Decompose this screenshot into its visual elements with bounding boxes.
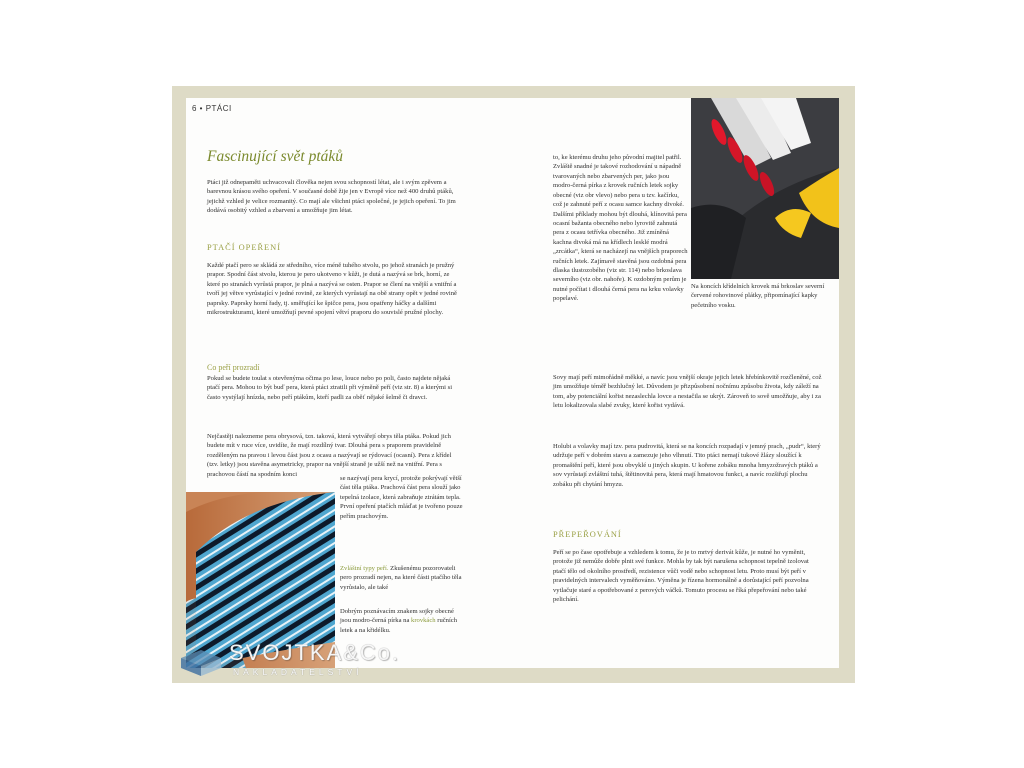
feathers-paragraph-3: se nazývají pera krycí, protože pokrývají větší část těla ptáka. Prachová část pera slouží jako tepelná izolace, která zabraňuje ztrátám tepla. První opeření ptačích mláďat je tvořeno pouze peřím prachovým. (340, 475, 463, 520)
moult-paragraph: Peří se po čase opotřebuje a vzhledem k tomu, že je to mrtvý derivát kůže, je nutné ho vyměnit, protože již nemůže dobře plnit své funkce. Mohla by tak být narušena schopnost tepelně izolovat ptačí tělo od okolního prostředí, rezistence vůči vodě nebo schopnost letu. Proto musí být peří v pravidelných intervalech vyměňováno. Výměna je řízena hormonálně a dorůstající peří pozvolna vytlačuje staré a opotřebované z perových váčků. Tomuto procesu se říká přepeřování nebo také pelichání. (553, 549, 809, 604)
feathers-paragraph-2: Nejčastěji nalezneme pera obrysová, tzn. taková, která vytvářejí obrys těla ptáka. Pokud jich budete mít v ruce více, uvidíte, že mají rozdílný tvar. Dlouhá pera s praporem pravidelně rozděleným na pravou i levou část jsou z ocasu a nazývají se rýdovací (ocasní). Pera z křídel (tzv. letky) jsou stavěna asymetricky, prapor na vnější straně je užší než na vnitřní. Pera s prachovou částí na spodním konci (207, 433, 452, 478)
watermark-brand: SVOJTKA&Co. (229, 640, 401, 665)
watermark-subtitle: NAKLADATELSTVÍ (233, 667, 363, 677)
book-icon (177, 644, 225, 680)
plumage-paragraph: Každé ptačí pero se skládá ze středního, více méně tuhého stvolu, po jehož stranách je pružný prapor. Spodní část stvolu, kterou je pero ukotveno v kůži, je dutá a nazývá se brk, horní, ze které po stranách vyrůstá prapor, je plná a nazývá se osten. Prapor se člení na vnější a vnitřní a tvoří jej větve vyrůstající v jedné rovině, ze kterých vyrůstají na obě strany opět v jedné rovině paprsky. Paprsky horní řady, tj. směřující ke špičce pera, jsou opatřeny háčky a dalšími mikrostrukturami, které umožňují pevné spojení větví praporu do souvislé pružné plochy. (207, 262, 457, 317)
running-head: 6 • PTÁCI (192, 104, 232, 113)
middle-column-paragraph: to, ke kterému druhu jeho původní majitel patřil. Zvláště snadné je takové rozhodování u nápadně tvarovaných nebo zbarvených per, jako jsou modro-černá pírka z krovek ručních letek sojky obecné (viz obr vlevo) nebo pera u tzv. kačírku, což je zahnuté peří z ocasu samce kachny divoké. Dalšími příklady mohou být dlouhá, klínovitá pera ocasní bažanta obecného nebo lyrovitě zahnutá pera z ocasu tetřívka obecného. Již zmíněná kachna divoká má na křídlech lesklé modrá „zrcátka“, která se nacházejí na vnějších praporech ručních letek. Zajímavě stavěná jsou ozdobná pera dlaska tlustozobého (viz str. 114) nebo brkoslava severního (viz obr. nahoře). K ozdobným perům je nutné počítat i dlouhá černá pera na krku volavky popelavé. (553, 154, 688, 303)
publisher-watermark (177, 640, 401, 682)
feathers-paragraph-1: Pokud se budete toulat s otevřenýma očima po lese, louce nebo po poli, často najdete nějaká ptačí pera. Mohou to být buď pera, která ptáci ztratili při výměně peří (viz str. 8) a kterými si často vystýlají hnízda, nebo peří ptákům, kteří padli za oběť nějaké šelmě či dravci. (207, 375, 453, 401)
book-page (186, 98, 839, 668)
subsection-heading: Co peří prozradí (207, 363, 260, 372)
intro-paragraph: Ptáci již odnepaměti uchvacovali člověka nejen svou schopností létat, ale i svým zpěvem a barevnou krásou svého opeření. V současné době žije jen v Evropě více než 400 druhů ptáků, jejichž vzhled je velice rozmanitý. Co mají ale všichni ptáci společné, je jejich opeření. To jim dodává osobitý vzhled a zbarvení a umožňuje jim létat. (207, 179, 456, 215)
jay-highlight: krovkách (411, 617, 436, 625)
pigeons-paragraph: Holubi a volavky mají tzv. pera pudrovitá, která se na koncích rozpadají v jemný prach, „pudr“, který udržuje peří v dobrém stavu a zamezuje jeho vlhnutí. Tito ptáci nemají tukové žlázy sloužící k promaštění peří, které jsou obvyklé u jiných skupin. U kořene zobáku mnoha hmyzožravých ptáků a sov vyrůstají zvláštní tuhá, štětinovitá pera, která mají hmatovou funkci, a navíc rozšiřují plochu zobáku při chytání hmyzu. (553, 443, 821, 488)
waxwing-feathers-photo (691, 98, 839, 279)
section-heading-moult: PŘEPEŘOVÁNÍ (553, 530, 622, 539)
jay-paragraph: Dobrým poznávacím znakem sojky obecné jsou modro-černá pírka na krovkách ručních letek a na křidélku. (340, 608, 458, 634)
owls-paragraph: Sovy mají peří mimořádně měkké, a navíc jsou vnější okraje jejich letek hřebínkovitě rozčleněné, což jim umožňuje téměř bezhlučný let. Důvodem je přizpůsobení nočnímu způsobu života, kdy záleží na tom, aby potenciální kořist nezaslechla lovce a nestačila se ukrýt. Zároveň to sově umožňuje, aby i za letu lokalizovala slabé zvuky, které kořist vydává. (553, 374, 822, 410)
special-feathers-paragraph: Zvláštní typy peří. Zkušenému pozorovateli pero prozradí nejen, na které části ptačího těla vyrůstalo, ale také (340, 565, 462, 591)
special-feathers-highlight: Zvláštní typy peří. (340, 565, 389, 572)
photo-caption: Na koncích křídelních krovek má brkoslav severní červené rohovinové plátky, připomínající kapky pečetního vosku. (691, 283, 825, 309)
chapter-title: Fascinující svět ptáků (207, 148, 344, 165)
section-heading-plumage: PTAČÍ OPEŘENÍ (207, 243, 281, 252)
